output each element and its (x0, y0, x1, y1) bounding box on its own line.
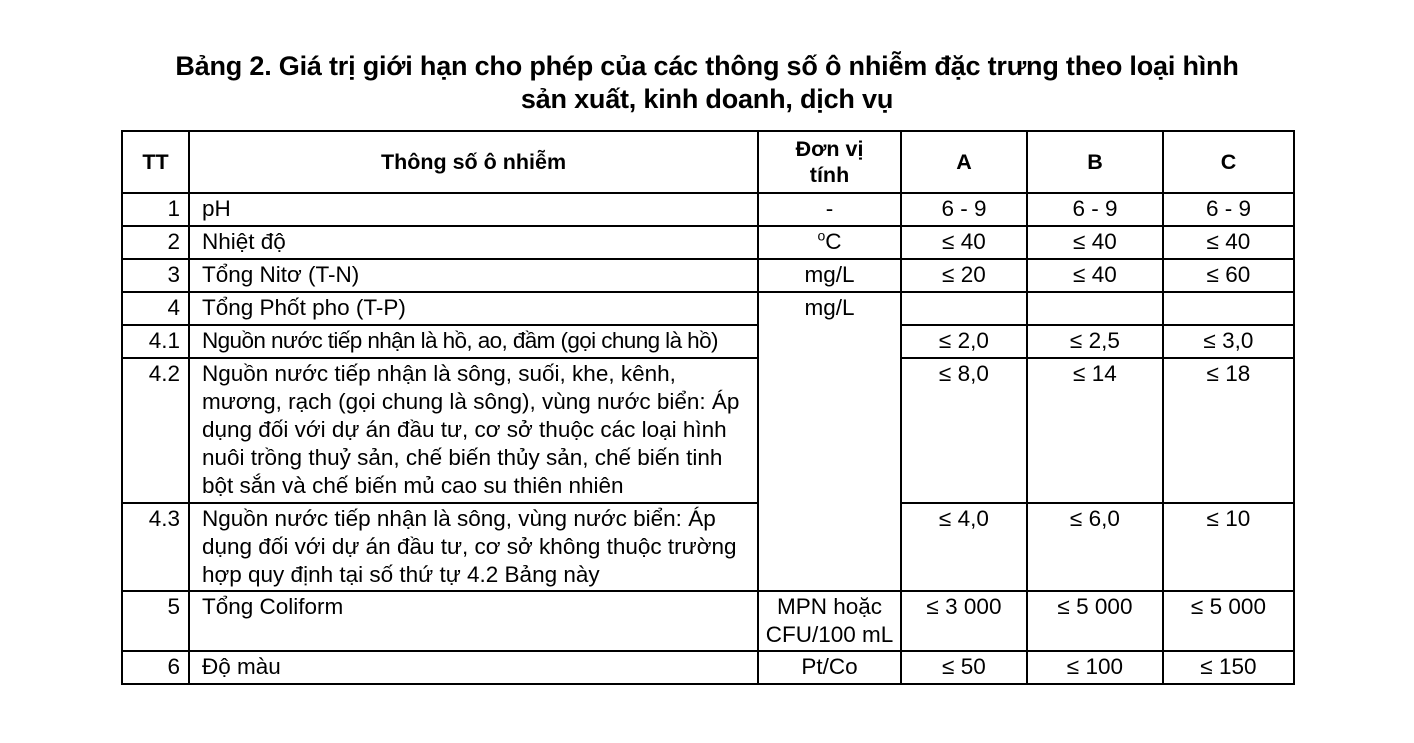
table-title-line-1: Bảng 2. Giá trị giới hạn cho phép của các thông số ô nhiễm đặc trưng theo loại hình (175, 51, 1239, 81)
row-value-b: ≤ 2,5 (1027, 325, 1163, 358)
row-unit-line-2: CFU/100 mL (765, 622, 894, 647)
row-unit (758, 591, 901, 651)
row-unit: Pt/Co (758, 651, 901, 684)
header-a: A (901, 131, 1027, 193)
row-tt: 4.3 (122, 503, 189, 591)
table-row (122, 325, 1294, 358)
header-b: B (1027, 131, 1163, 193)
row-param: Độ màu (189, 651, 758, 684)
row-value-a: ≤ 3 000 (901, 591, 1027, 651)
limits-table (121, 130, 1295, 685)
row-value-a: ≤ 4,0 (901, 503, 1027, 591)
row-value-b: ≤ 40 (1027, 226, 1163, 259)
row-unit: mg/L (758, 292, 901, 591)
table-row (122, 651, 1294, 684)
row-param: Nguồn nước tiếp nhận là sông, vùng nước biển: Áp dụng đối với dự án đầu tư, cơ sở không thuộc trường hợp quy định tại số thứ tự 4.2 Bảng này (189, 503, 758, 591)
row-param: Tổng Coliform (189, 591, 758, 651)
header-unit-line-1: Đơn vị (795, 137, 864, 161)
row-value-a: 6 - 9 (901, 193, 1027, 226)
row-value-b: ≤ 6,0 (1027, 503, 1163, 591)
row-param: Nguồn nước tiếp nhận là hồ, ao, đầm (gọi chung là hồ) (189, 325, 758, 358)
row-value-c: ≤ 18 (1163, 358, 1294, 503)
row-value-b (1027, 292, 1163, 325)
row-param: Nhiệt độ (189, 226, 758, 259)
row-unit-line-1: MPN hoặc (776, 594, 883, 619)
row-param: Tổng Phốt pho (T-P) (189, 292, 758, 325)
row-param: pH (189, 193, 758, 226)
row-tt: 4.2 (122, 358, 189, 503)
table-row (122, 591, 1294, 651)
row-tt: 4.1 (122, 325, 189, 358)
header-c: C (1163, 131, 1294, 193)
row-value-a: ≤ 20 (901, 259, 1027, 292)
row-value-c: ≤ 40 (1163, 226, 1294, 259)
row-value-a (901, 292, 1027, 325)
row-value-c: 6 - 9 (1163, 193, 1294, 226)
row-value-c: ≤ 150 (1163, 651, 1294, 684)
row-value-b: ≤ 14 (1027, 358, 1163, 503)
row-unit: - (758, 193, 901, 226)
row-unit: $^o$C (758, 226, 901, 259)
row-value-a: ≤ 8,0 (901, 358, 1027, 503)
row-value-b: ≤ 40 (1027, 259, 1163, 292)
header-unit-line-2: tính (809, 163, 850, 187)
row-value-c: ≤ 10 (1163, 503, 1294, 591)
table-row (122, 226, 1294, 259)
table-title (0, 50, 1414, 116)
row-value-c: ≤ 3,0 (1163, 325, 1294, 358)
header-tt: TT (122, 131, 189, 193)
row-tt: 1 (122, 193, 189, 226)
table-row (122, 503, 1294, 591)
table-row (122, 358, 1294, 503)
row-tt: 6 (122, 651, 189, 684)
table-row (122, 193, 1294, 226)
row-value-c: ≤ 60 (1163, 259, 1294, 292)
row-value-a: ≤ 40 (901, 226, 1027, 259)
row-param: Tổng Nitơ (T-N) (189, 259, 758, 292)
row-tt: 4 (122, 292, 189, 325)
table-title-line-2: sản xuất, kinh doanh, dịch vụ (520, 84, 894, 114)
row-tt: 2 (122, 226, 189, 259)
row-tt: 3 (122, 259, 189, 292)
row-value-b: ≤ 100 (1027, 651, 1163, 684)
row-value-b: 6 - 9 (1027, 193, 1163, 226)
table-header-row (122, 131, 1294, 193)
row-value-a: ≤ 50 (901, 651, 1027, 684)
row-value-c: ≤ 5 000 (1163, 591, 1294, 651)
row-tt: 5 (122, 591, 189, 651)
row-value-a: ≤ 2,0 (901, 325, 1027, 358)
row-unit: mg/L (758, 259, 901, 292)
table-row (122, 292, 1294, 325)
row-param: Nguồn nước tiếp nhận là sông, suối, khe, kênh, mương, rạch (gọi chung là sông), vùng nước biển: Áp dụng đối với dự án đầu tư, cơ sở thuộc các loại hình nuôi trồng thuỷ sản, chế biến thủy sản, chế biến tinh bột sắn và chế biến mủ cao su thiên nhiên (189, 358, 758, 503)
table-row (122, 259, 1294, 292)
header-unit (758, 131, 901, 193)
row-value-c (1163, 292, 1294, 325)
header-param: Thông số ô nhiễm (189, 131, 758, 193)
row-value-b: ≤ 5 000 (1027, 591, 1163, 651)
